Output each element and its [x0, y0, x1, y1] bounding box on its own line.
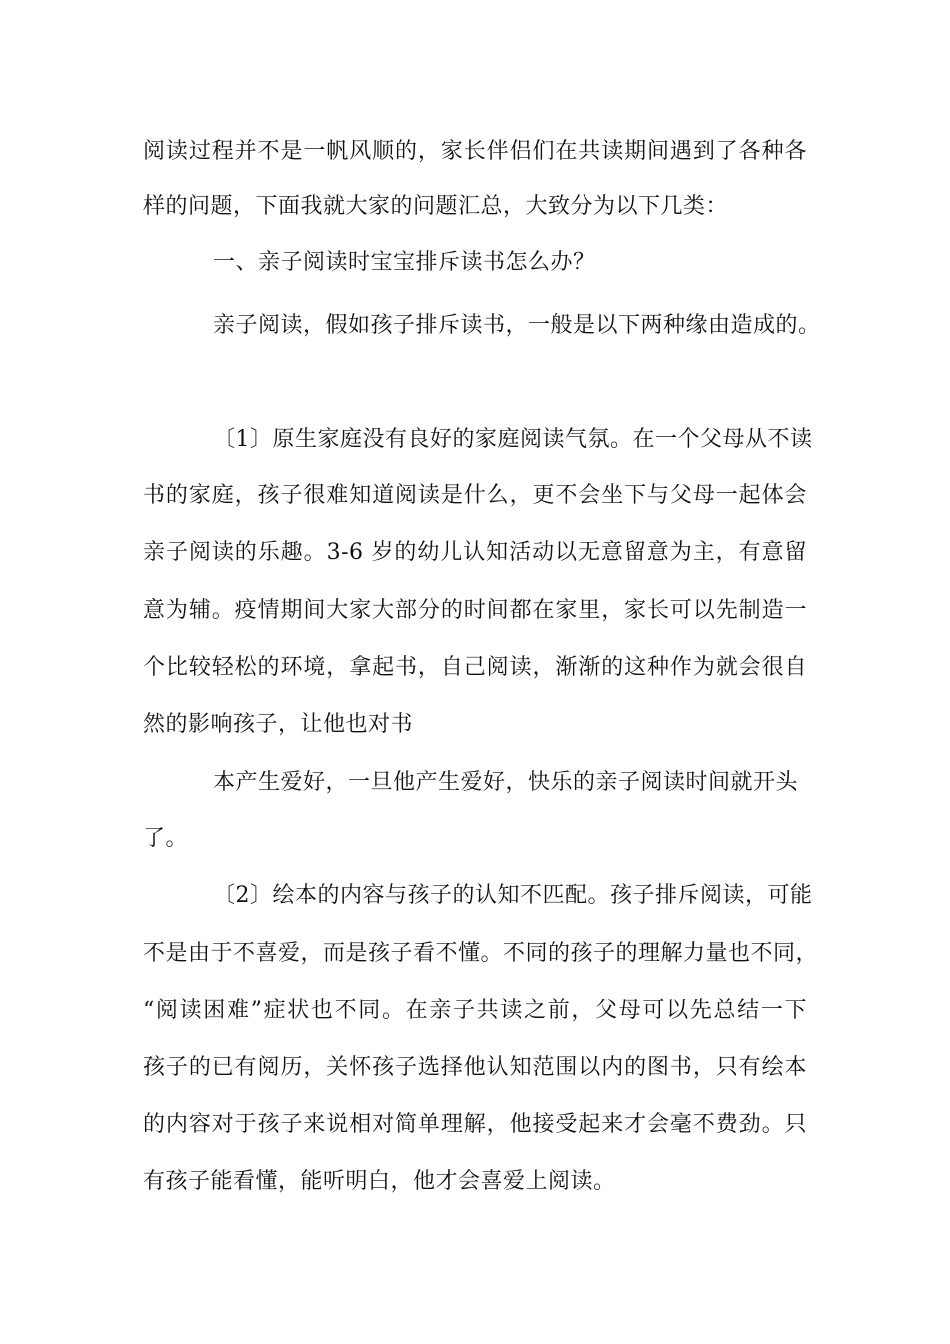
text-line: 了。 [143, 826, 189, 851]
text-line: “阅读困难”症状也不同。在亲子共读之前，父母可以先总结一下 [143, 998, 807, 1023]
text-line: 孩子的已有阅历，关怀孩子选择他认知范围以内的图书，只有绘本 [143, 1055, 807, 1080]
text-line: 本产生爱好，一旦他产生爱好，快乐的亲子阅读时间就开头 [213, 770, 799, 795]
text-line: 不是由于不喜爱，而是孩子看不懂。不同的孩子的理解力量也不同， [143, 941, 819, 966]
text-line: 书的家庭，孩子很难知道阅读是什么，更不会坐下与父母一起体会 [143, 483, 807, 508]
text-line: 样的问题，下面我就大家的问题汇总，大致分为以下几类： [143, 194, 729, 219]
section-heading: 一、亲子阅读时宝宝排斥读书怎么办？ [213, 250, 596, 275]
text-line: 阅读过程并不是一帆风顺的，家长伴侣们在共读期间遇到了各种各 [143, 139, 807, 164]
text-line: 意为辅。疫情期间大家大部分的时间都在家里，家长可以先制造一 [143, 598, 807, 623]
text-line: 亲子阅读，假如孩子排斥读书，一般是以下两种缘由造成的。 [213, 313, 821, 338]
text-line: 有孩子能看懂，能听明白，他才会喜爱上阅读。 [143, 1169, 616, 1194]
text-line: 〔1〕原生家庭没有良好的家庭阅读气氛。在一个父母从不读 [213, 427, 813, 452]
text-line: 个比较轻松的环境，拿起书，自己阅读，渐渐的这种作为就会很自 [143, 655, 807, 680]
text-line: 〔2〕绘本的内容与孩子的认知不匹配。孩子排斥阅读，可能 [213, 883, 813, 908]
text-line: 亲子阅读的乐趣。3-6 岁的幼儿认知活动以无意留意为主，有意留 [143, 540, 807, 565]
text-line: 然的影响孩子，让他也对书 [143, 712, 414, 737]
text-line: 的内容对于孩子来说相对简单理解，他接受起来才会毫不费劲。只 [143, 1112, 807, 1137]
